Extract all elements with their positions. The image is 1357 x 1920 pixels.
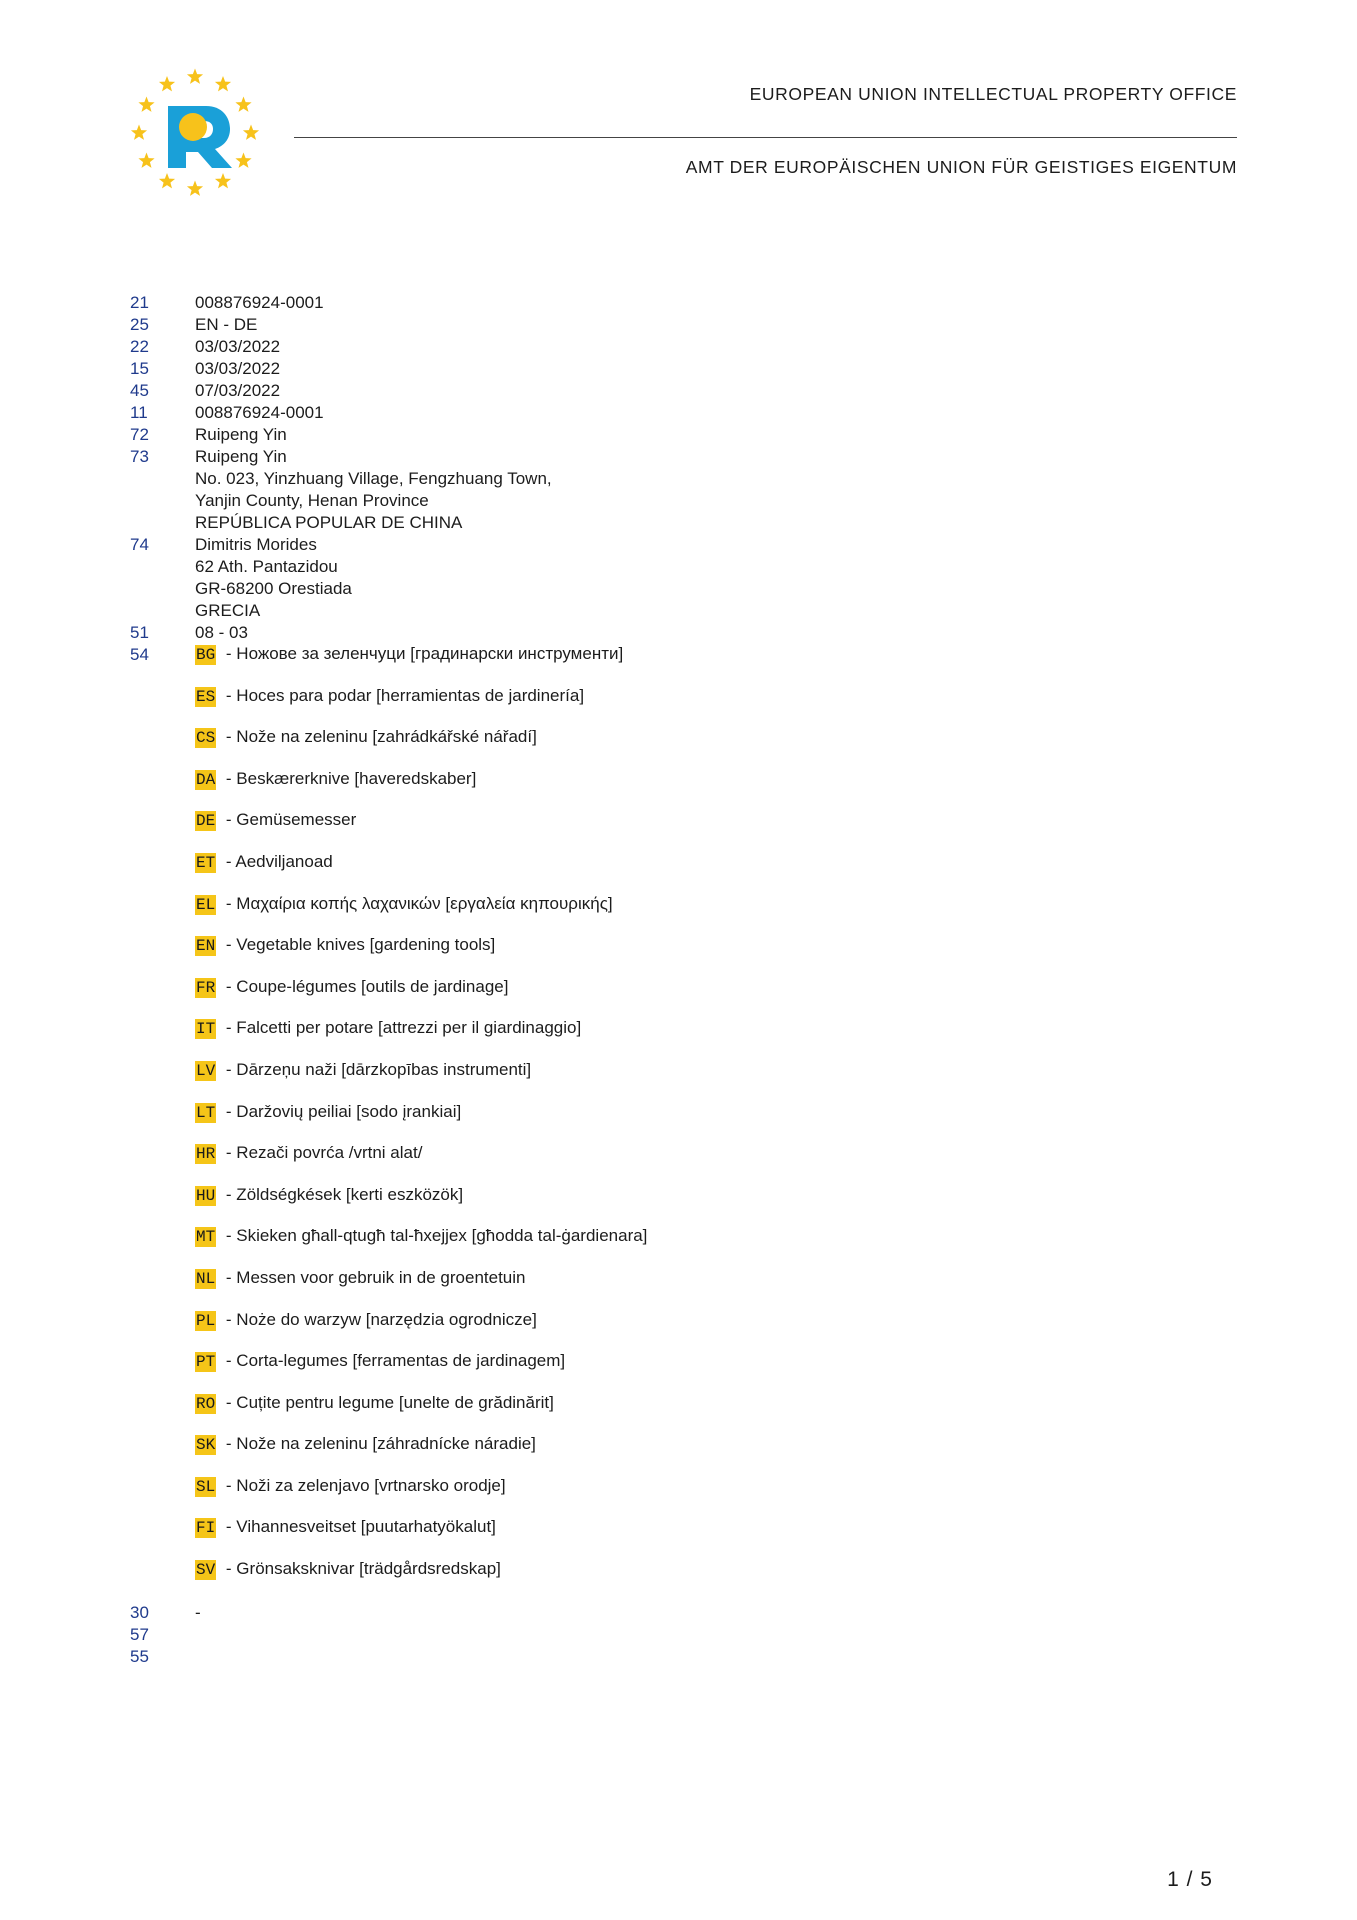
language-code-tag: NL bbox=[196, 1269, 216, 1288]
indication-pt bbox=[195, 1350, 647, 1392]
language-code-tag: ES bbox=[196, 687, 216, 706]
language-code-tag: CS bbox=[196, 729, 216, 748]
inid-field bbox=[130, 336, 552, 358]
language-code-tag: RO bbox=[196, 1394, 216, 1413]
euipo-logo-graphic bbox=[128, 66, 262, 200]
inid-value-line: 62 Ath. Pantazidou bbox=[195, 557, 338, 576]
inid-value bbox=[195, 336, 280, 358]
inid-field bbox=[130, 1624, 201, 1646]
indication-text: - Μαχαίρια κοπής λαχανικών [εργαλεία κηπουρικής] bbox=[221, 893, 613, 913]
language-code-tag: SK bbox=[196, 1436, 216, 1455]
inid-value-line: GR-68200 Orestiada bbox=[195, 579, 352, 598]
inid-code: 73 bbox=[130, 447, 149, 466]
inid-code: 74 bbox=[130, 535, 149, 554]
indication-lv bbox=[195, 1059, 647, 1101]
language-code-tag: FI bbox=[196, 1519, 216, 1538]
inid-code: 11 bbox=[130, 403, 148, 422]
inid-value-line: Ruipeng Yin bbox=[195, 447, 287, 466]
indication-mt bbox=[195, 1225, 647, 1267]
language-code-tag: DE bbox=[196, 812, 216, 831]
star-icon bbox=[243, 125, 259, 140]
language-code-tag: FR bbox=[196, 978, 216, 997]
language-code-tag: DA bbox=[196, 770, 216, 789]
inid-value bbox=[195, 622, 248, 644]
indication-hu bbox=[195, 1184, 647, 1226]
inid-value-line: 03/03/2022 bbox=[195, 359, 281, 378]
indication-fr bbox=[195, 976, 647, 1018]
language-code-tag: PT bbox=[196, 1353, 216, 1372]
indication-text: - Beskærerknive [haveredskaber] bbox=[221, 768, 477, 788]
inid-field bbox=[130, 358, 552, 380]
star-icon bbox=[235, 153, 251, 168]
inid-field bbox=[130, 314, 552, 336]
indication-sv bbox=[195, 1558, 647, 1600]
inid-code: 30 bbox=[130, 1603, 149, 1622]
indication-text: - Aedviljanoad bbox=[221, 851, 333, 871]
indication-text: - Noži za zelenjavo [vrtnarsko orodje] bbox=[221, 1475, 506, 1495]
inid-field bbox=[130, 446, 552, 534]
language-code-tag: LT bbox=[196, 1103, 216, 1122]
indication-text: - Falcetti per potare [attrezzi per il giardinaggio] bbox=[221, 1018, 582, 1038]
product-indications bbox=[195, 643, 647, 1600]
inid-value bbox=[195, 446, 552, 534]
office-name-de: AMT DER EUROPÄISCHEN UNION FÜR GEISTIGES EIGENTUM bbox=[685, 157, 1237, 177]
indication-sk bbox=[195, 1433, 647, 1475]
inid-value bbox=[195, 358, 280, 380]
inid-value bbox=[195, 314, 257, 336]
indication-hr bbox=[195, 1142, 647, 1184]
language-code-tag: MT bbox=[196, 1228, 216, 1247]
language-code-tag: LV bbox=[196, 1061, 216, 1080]
indication-text: - Dārzeņu naži [dārzkopības instrumenti] bbox=[221, 1059, 532, 1079]
language-code-tag: HR bbox=[196, 1145, 216, 1164]
star-icon bbox=[235, 97, 251, 112]
inid-code: 15 bbox=[130, 359, 149, 378]
language-code-tag: ET bbox=[196, 853, 216, 872]
indication-text: - Ножове за зеленчуци [градинарски инструменти] bbox=[221, 644, 624, 663]
inid-value bbox=[195, 424, 287, 446]
indication-text: - Vegetable knives [gardening tools] bbox=[221, 935, 496, 955]
indication-fi bbox=[195, 1516, 647, 1558]
inid-code: 21 bbox=[130, 293, 149, 312]
inid-value-line: Yanjin County, Henan Province bbox=[195, 491, 429, 510]
inid-field bbox=[130, 622, 552, 644]
inid-code: 22 bbox=[130, 337, 149, 356]
indication-cs bbox=[195, 726, 647, 768]
indication-text: - Grönsaksknivar [trädgårdsredskap] bbox=[221, 1559, 501, 1579]
star-icon bbox=[187, 69, 203, 84]
inid-value-line: GRECIA bbox=[195, 601, 261, 620]
inid-value bbox=[195, 292, 324, 314]
language-code-tag: EN bbox=[196, 937, 216, 956]
logo-yellow-circle bbox=[179, 113, 207, 141]
star-icon bbox=[187, 181, 203, 196]
indication-text: - Rezači povrća /vrtni alat/ bbox=[221, 1143, 423, 1163]
indication-text: - Gemüsemesser bbox=[221, 810, 357, 830]
indication-text: - Coupe-légumes [outils de jardinage] bbox=[221, 976, 509, 996]
star-icon bbox=[131, 125, 147, 140]
page-number: 1 / 5 bbox=[1167, 1868, 1213, 1891]
inid-field bbox=[130, 534, 552, 622]
inid-value bbox=[195, 534, 352, 622]
language-code-tag: SL bbox=[196, 1477, 216, 1496]
inid-field bbox=[130, 292, 552, 314]
indication-de bbox=[195, 809, 647, 851]
star-icon bbox=[159, 173, 175, 188]
inid-code: 55 bbox=[130, 1647, 149, 1666]
language-code-tag: IT bbox=[196, 1020, 216, 1039]
inid-value-line: 008876924-0001 bbox=[195, 403, 324, 422]
indication-text: - Corta-legumes [ferramentas de jardinagem] bbox=[221, 1351, 566, 1371]
inid-value-line: 08 - 03 bbox=[195, 623, 248, 642]
inid-value: - bbox=[195, 1603, 201, 1622]
inid-field bbox=[130, 1646, 201, 1668]
indication-it bbox=[195, 1017, 647, 1059]
indication-bg bbox=[195, 643, 647, 685]
inid-code: 45 bbox=[130, 381, 149, 400]
language-code-tag: PL bbox=[196, 1311, 216, 1330]
inid-field bbox=[130, 424, 552, 446]
indication-text: - Hoces para podar [herramientas de jardinería] bbox=[221, 685, 585, 705]
inid-value-line: EN - DE bbox=[195, 315, 258, 334]
language-code-tag: BG bbox=[196, 646, 216, 664]
inid-field bbox=[130, 380, 552, 402]
inid-code: 51 bbox=[130, 623, 149, 642]
inid-value-line: 07/03/2022 bbox=[195, 381, 281, 400]
inid-field bbox=[130, 1602, 201, 1624]
indication-text: - Skieken għall-qtugħ tal-ħxejjex [għodda tal-ġardienara] bbox=[221, 1226, 648, 1246]
inid-value-line: Ruipeng Yin bbox=[195, 425, 287, 444]
indication-text: - Noże do warzyw [narzędzia ogrodnicze] bbox=[221, 1309, 537, 1329]
indication-el bbox=[195, 893, 647, 935]
header-divider bbox=[294, 137, 1237, 138]
indication-ro bbox=[195, 1392, 647, 1434]
indication-sl bbox=[195, 1475, 647, 1517]
indication-et bbox=[195, 851, 647, 893]
inid-value-line: REPÚBLICA POPULAR DE CHINA bbox=[195, 513, 463, 532]
indication-pl bbox=[195, 1309, 647, 1351]
euipo-logo bbox=[128, 66, 262, 200]
indication-text: - Nože na zeleninu [záhradnícke náradie] bbox=[221, 1434, 536, 1454]
inid-code: 54 bbox=[130, 645, 149, 664]
indication-text: - Messen voor gebruik in de groentetuin bbox=[221, 1267, 526, 1287]
office-name-en: EUROPEAN UNION INTELLECTUAL PROPERTY OFFICE bbox=[749, 84, 1237, 104]
inid-code: 25 bbox=[130, 315, 149, 334]
star-icon bbox=[159, 76, 175, 91]
inid-value bbox=[195, 402, 324, 424]
inid-field bbox=[130, 402, 552, 424]
language-code-tag: HU bbox=[196, 1186, 216, 1205]
indication-text: - Vihannesveitset [puutarhatyökalut] bbox=[221, 1517, 496, 1537]
indication-nl bbox=[195, 1267, 647, 1309]
indication-text: - Zöldségkések [kerti eszközök] bbox=[221, 1184, 464, 1204]
star-icon bbox=[138, 153, 154, 168]
indication-text: - Cuțite pentru legume [unelte de grădinărit] bbox=[221, 1392, 554, 1412]
inid-value-line: Dimitris Morides bbox=[195, 535, 317, 554]
indication-lt bbox=[195, 1101, 647, 1143]
inid-value-line: 008876924-0001 bbox=[195, 293, 324, 312]
indication-es bbox=[195, 685, 647, 727]
language-code-tag: SV bbox=[196, 1561, 216, 1580]
language-code-tag: EL bbox=[196, 895, 216, 914]
star-icon bbox=[138, 97, 154, 112]
inid-code: 57 bbox=[130, 1625, 149, 1644]
star-icon bbox=[215, 76, 231, 91]
inid-value bbox=[195, 380, 280, 402]
indication-text: - Nože na zeleninu [zahrádkářské nářadí] bbox=[221, 727, 537, 747]
indication-en bbox=[195, 934, 647, 976]
inid-value-line: No. 023, Yinzhuang Village, Fengzhuang Town, bbox=[195, 469, 552, 488]
inid-code: 72 bbox=[130, 425, 149, 444]
inid-value-line: 03/03/2022 bbox=[195, 337, 281, 356]
star-icon bbox=[215, 173, 231, 188]
tail-fields bbox=[130, 1602, 201, 1668]
inid-fields bbox=[130, 292, 552, 666]
indication-text: - Daržovių peiliai [sodo įrankiai] bbox=[221, 1101, 462, 1121]
indication-da bbox=[195, 768, 647, 810]
